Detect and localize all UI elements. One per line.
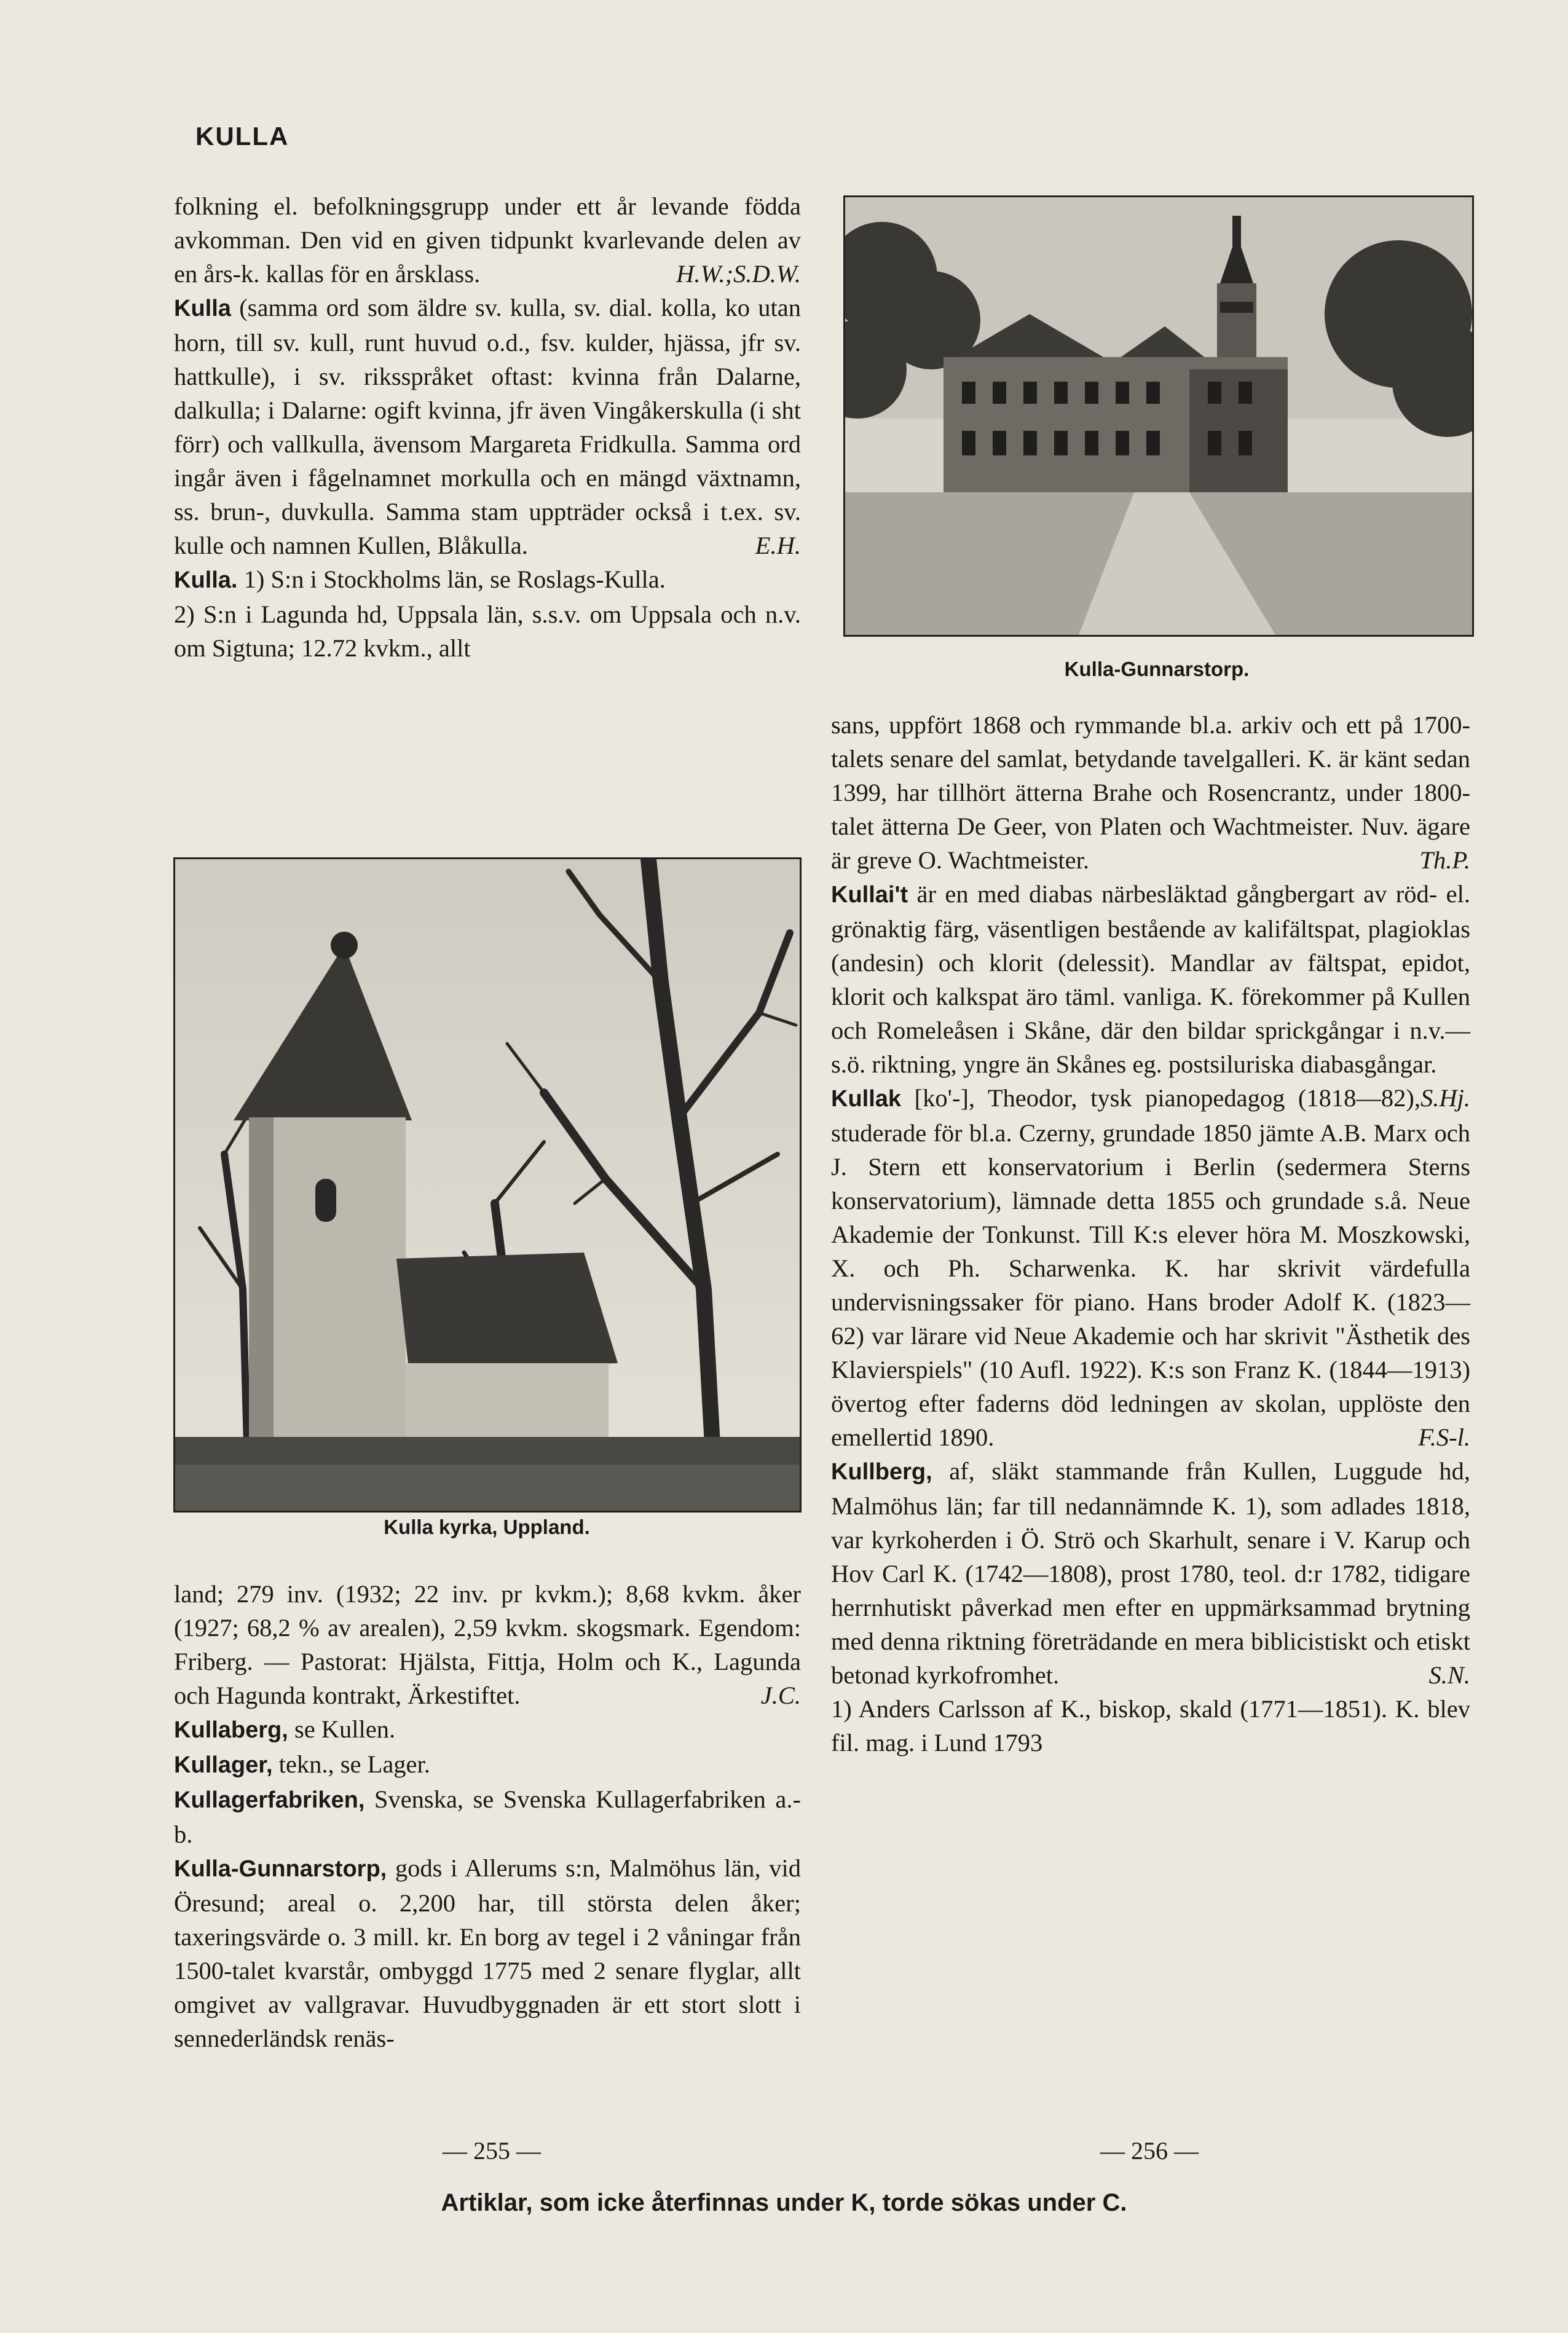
entry-text: tekn., se Lager.	[272, 1750, 430, 1778]
author-signature: Th.P.	[1419, 846, 1470, 874]
paragraph	[174, 291, 801, 562]
entry-text: sans, uppfört 1868 och rymmande bl.a. arkiv och ett på 1700-talets senare del samlat, betydande tavelgalleri. K. är känt sedan 1399, har tillhört ätterna Brahe och Rosencrantz, under 1800-talet ätterna De Geer, von Platen och Wachtmeister. Nuv. ägare är greve O. Wachtmeister.	[831, 711, 1470, 874]
entry-headword: Kullaberg,	[174, 1717, 288, 1743]
entry-text: 1) S:n i Stockholms län, se Roslags-Kulla.	[237, 565, 666, 593]
column-left-bottom	[174, 1577, 801, 2055]
page-number-right: — 256 —	[1100, 2137, 1199, 2165]
paragraph	[831, 1454, 1470, 1692]
entry-text: är en med diabas närbesläktad gångbergart av röd- el. grönaktig färg, väsentligen bestående av kalifältspat, plagioklas (andesin) och klorit (delessit). Mandlar av fältspat, epidot, klorit och kalkspat äro täml. vanliga. K. förekommer på Kullen och Romeleåsen i Skåne, där den bildar sprickgångar i n.v.—s.ö. riktning, yngre än Skånes eg. postsiluriska diabasgångar.	[831, 880, 1470, 1078]
column-left-top	[174, 189, 801, 665]
entry-text: [ko'-], Theodor, tysk pianopedagog (1818—82), studerade för bl.a. Czerny, grundade 1850 jämte A.B. Marx och J. Stern ett konservatorium i Berlin (sedermera Sterns konservatorium), lämnade detta 1855 och grundade s.å. Neue Akademie der Tonkunst. Till K:s elever höra M. Moszkowski, X. och Ph. Scharwenka. K. har skrivit värdefulla undervisningssaker för piano. Hans broder Adolf K. (1823—62) var lärare vid Neue Akademie och har skrivit "Ästhetik des Klavierspiels" (10 Aufl. 1922). K:s son Franz K. (1844—1913) övertog efter faderns död ledningen av skolan, upplöste den emellertid 1890.	[831, 1084, 1470, 1451]
entry-headword: Kullai't	[831, 882, 908, 908]
author-signature: F.S-l.	[1418, 1423, 1470, 1451]
entry-text: (samma ord som äldre sv. kulla, sv. dial. kolla, ko utan horn, till sv. kull, runt huvud o.d., fsv. kulder, hjässa, jfr sv. hattkulle), i sv. riksspråket oftast: kvinna från Dalarne, dalkulla; i Dalarne: ogift kvinna, jfr även Vingåkerskulla (i sht förr) och vallkulla, ävensom Margareta Fridkulla. Samma ord ingår även i fågelnamnet morkulla och en mängd växtnamn, ss. brun-, duvkulla. Samma stam uppträder också i t.ex. sv. kulle och namnen Kullen, Blåkulla.	[174, 294, 801, 559]
entry-text: folkning el. befolkningsgrupp under ett år levande födda avkomman. Den vid en given tidpunkt kvarlevande delen av en års-k. kallas för en årsklass.	[174, 192, 801, 288]
paragraph	[174, 1577, 801, 1712]
entry-headword: Kullagerfabriken,	[174, 1787, 365, 1813]
paragraph	[174, 1747, 801, 1782]
paragraph	[831, 1081, 1470, 1454]
entry-text: Svenska, se Svenska Kullagerfabriken a.-b.	[174, 1785, 801, 1848]
church-illustration	[175, 859, 800, 1511]
entry-text: se Kullen.	[288, 1715, 396, 1743]
entry-headword: Kulla	[174, 296, 231, 321]
entry-headword: Kullberg,	[831, 1459, 932, 1485]
paragraph	[174, 1782, 801, 1851]
column-right	[831, 708, 1470, 1760]
entry-headword: Kulla-Gunnarstorp,	[174, 1856, 387, 1882]
paragraph	[174, 189, 801, 291]
church-photo-caption: Kulla kyrka, Uppland.	[384, 1516, 590, 1538]
paragraph	[174, 1712, 801, 1747]
author-signature: S.Hj.	[1420, 1084, 1470, 1112]
entry-headword: Kullager,	[174, 1752, 273, 1778]
entry-headword: Kullak	[831, 1086, 902, 1112]
page-header: KULLA	[195, 122, 290, 151]
church-photo	[173, 857, 802, 1513]
castle-photo-caption: Kulla-Gunnarstorp.	[1064, 658, 1250, 680]
author-signature: E.H.	[755, 532, 801, 559]
paragraph	[831, 708, 1470, 877]
author-signature: J.C.	[760, 1682, 801, 1709]
paragraph	[174, 562, 801, 597]
author-signature: H.W.;S.D.W.	[676, 260, 801, 288]
castle-illustration	[845, 197, 1472, 635]
entry-headword: Kulla.	[174, 567, 238, 593]
author-signature: S.N.	[1428, 1661, 1470, 1689]
page-footer-note: Artiklar, som icke återfinnas under K, torde sökas under C.	[441, 2189, 1127, 2216]
entry-text: land; 279 inv. (1932; 22 inv. pr kvkm.); 8,68 kvkm. åker (1927; 68,2 % av arealen), 2,59 kvkm. skogsmark. Egendom: Friberg. — Pastorat: Hjälsta, Fittja, Holm och K., Lagunda och Hagunda kontrakt, Ärkestiftet.	[174, 1580, 801, 1709]
entry-text: 1) Anders Carlsson af K., biskop, skald (1771—1851). K. blev fil. mag. i Lund 1793	[831, 1695, 1470, 1757]
paragraph	[174, 597, 801, 665]
entry-text: 2) S:n i Lagunda hd, Uppsala län, s.s.v. om Uppsala och n.v. om Sigtuna; 12.72 kvkm., allt	[174, 600, 801, 662]
castle-photo	[843, 195, 1474, 637]
paragraph	[174, 1851, 801, 2055]
entry-text: af, släkt stammande från Kullen, Luggude hd, Malmöhus län; far till nedannämnde K. 1), som adlades 1818, var kyrkoherden i Ö. Strö och Skarhult, senare i V. Karup och Hov Carl K. (1742—1808), prost 1780, teol. d:r 1782, tidigare herrnhutiskt påverkad men efter en uppmärksammad brytning med denna riktning företrädande en mera biblicistiskt och etiskt betonad kyrkofromhet.	[831, 1457, 1470, 1689]
page-number-left: — 255 —	[443, 2137, 541, 2165]
paragraph	[831, 1692, 1470, 1760]
entry-text: gods i Allerums s:n, Malmöhus län, vid Öresund; areal o. 2,200 har, till största delen åker; taxeringsvärde o. 3 mill. kr. En borg av tegel i 2 våningar från 1500-talet kvarstår, ombyggd 1775 med 2 senare flyglar, allt omgivet av vallgravar. Huvudbyggnaden är ett stort slott i sennederländsk renäs-	[174, 1854, 801, 2052]
